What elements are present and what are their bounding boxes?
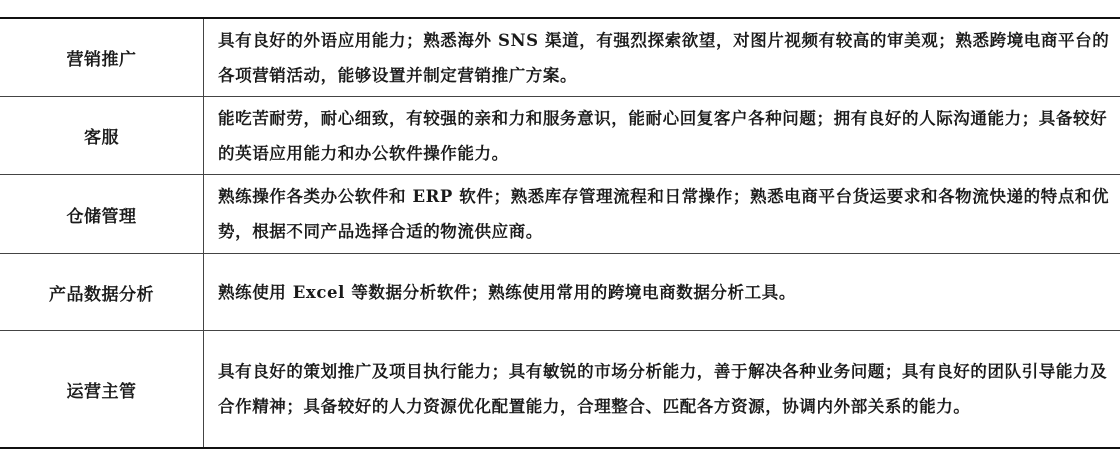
requirement-cell: 能吃苦耐劳，耐心细致，有较强的亲和力和服务意识，能耐心回复客户各种问题；拥有良好的人际沟通能力；具备较好的英语应用能力和办公软件操作能力。: [204, 97, 1120, 175]
requirement-cell: 熟练使用 Excel 等数据分析软件；熟练使用常用的跨境电商数据分析工具。: [204, 254, 1120, 331]
table-row: [0, 254, 1120, 331]
requirement-cell: 具有良好的策划推广及项目执行能力；具有敏锐的市场分析能力，善于解决各种业务问题；具有良好的团队引导能力及合作精神；具备较好的人力资源优化配置能力，合理整合、匹配各方资源，协调内外部关系的能力。: [204, 331, 1120, 449]
role-cell: 客服: [0, 97, 204, 175]
role-cell: 运营主管: [0, 331, 204, 449]
table-row: [0, 97, 1120, 175]
role-cell: 仓储管理: [0, 175, 204, 254]
requirement-cell: 熟练操作各类办公软件和 ERP 软件；熟悉库存管理流程和日常操作；熟悉电商平台货运要求和各物流快递的特点和优势，根据不同产品选择合适的物流供应商。: [204, 175, 1120, 254]
requirement-cell: 具有良好的外语应用能力；熟悉海外 SNS 渠道，有强烈探索欲望，对图片视频有较高的审美观；熟悉跨境电商平台的各项营销活动，能够设置并制定营销推广方案。: [204, 18, 1120, 97]
table-row: [0, 331, 1120, 449]
role-cell: 营销推广: [0, 18, 204, 97]
table-row: [0, 175, 1120, 254]
job-requirements-table: [0, 17, 1120, 449]
role-cell: 产品数据分析: [0, 254, 204, 331]
table-row: [0, 18, 1120, 97]
